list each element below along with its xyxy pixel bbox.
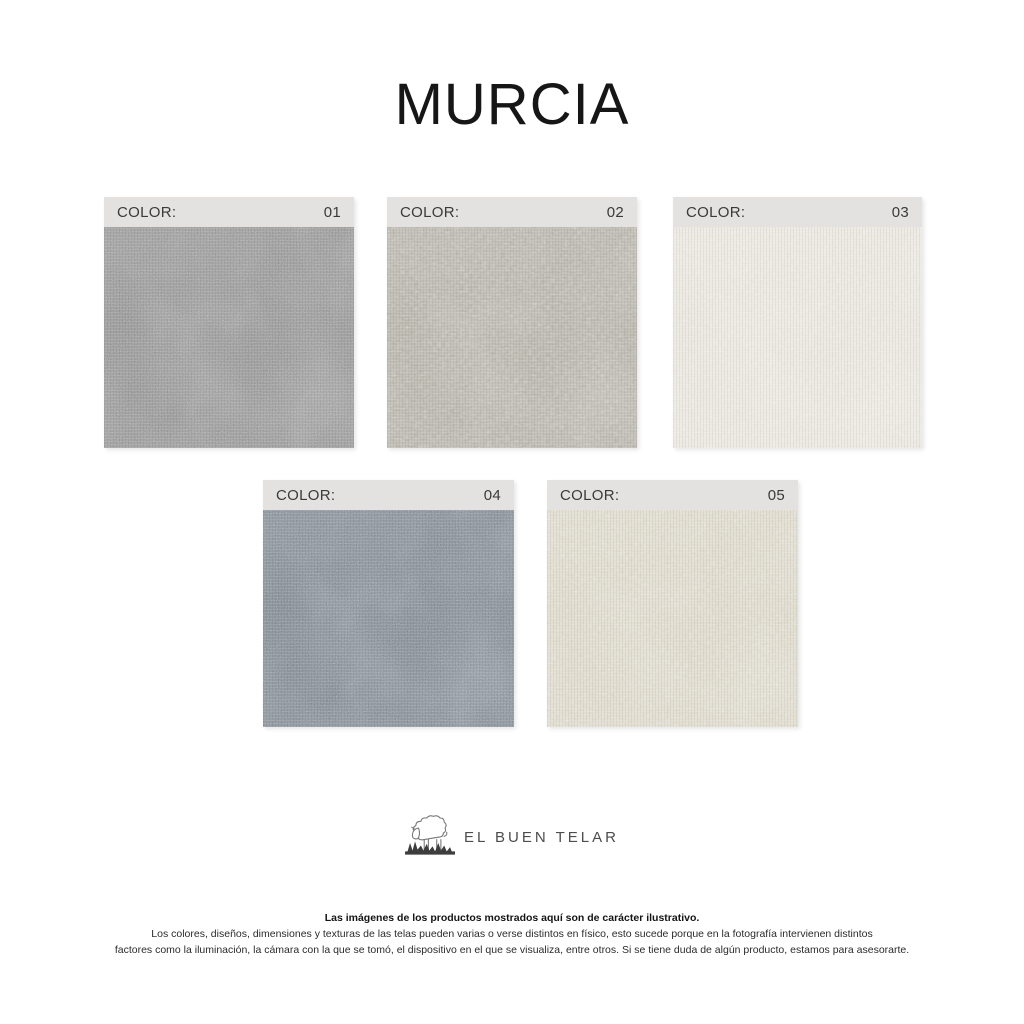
- swatch-header: [547, 480, 798, 510]
- swatch-header: [673, 197, 922, 227]
- swatch-header: [387, 197, 637, 227]
- swatch-header: [104, 197, 354, 227]
- brand-name: EL BUEN TELAR: [464, 828, 619, 846]
- swatch-color-label: COLOR:: [276, 486, 336, 504]
- disclaimer-text: [0, 910, 1024, 958]
- weave-overlay: [104, 227, 354, 448]
- swatch-header: [263, 480, 514, 510]
- swatch-color-number: 03: [891, 203, 909, 221]
- swatch-color-number: 01: [323, 203, 341, 221]
- weave-overlay: [387, 227, 637, 448]
- sheep-grass-icon: [405, 810, 455, 856]
- disclaimer-line-1: Las imágenes de los productos mostrados aquí son de carácter ilustrativo.: [324, 912, 700, 924]
- fabric-swatch-card-04: [263, 480, 514, 727]
- fabric-swatch-card-01: [104, 197, 354, 448]
- fabric-texture-image: [547, 510, 798, 727]
- swatch-color-label: COLOR:: [117, 203, 177, 221]
- fabric-texture-image: [387, 227, 637, 448]
- swatch-color-label: COLOR:: [400, 203, 460, 221]
- weave-overlay: [263, 510, 514, 727]
- disclaimer-line-3: factores como la iluminación, la cámara con la que se tomó, el dispositivo en el que se visualiza, entre otros. Si se tiene duda de algún producto, estamos para asesorarte.: [114, 944, 910, 956]
- fabric-texture-image: [104, 227, 354, 448]
- fabric-texture-image: [263, 510, 514, 727]
- swatch-color-number: 05: [767, 486, 785, 504]
- page-title: MURCIA: [394, 72, 630, 137]
- brand-logo: [405, 810, 619, 856]
- swatch-color-number: 02: [606, 203, 624, 221]
- swatch-color-label: COLOR:: [560, 486, 620, 504]
- swatch-color-number: 04: [483, 486, 501, 504]
- fabric-swatch-card-02: [387, 197, 637, 448]
- weave-overlay: [547, 510, 798, 727]
- fabric-swatch-card-05: [547, 480, 798, 727]
- disclaimer-line-2: Los colores, diseños, dimensiones y texturas de las telas pueden varias o verse distintos en físico, esto sucede porque en la fotografía intervienen distintos: [151, 928, 873, 940]
- fabric-texture-image: [673, 227, 922, 448]
- swatch-color-label: COLOR:: [686, 203, 746, 221]
- weave-overlay: [673, 227, 922, 448]
- fabric-swatch-card-03: [673, 197, 922, 448]
